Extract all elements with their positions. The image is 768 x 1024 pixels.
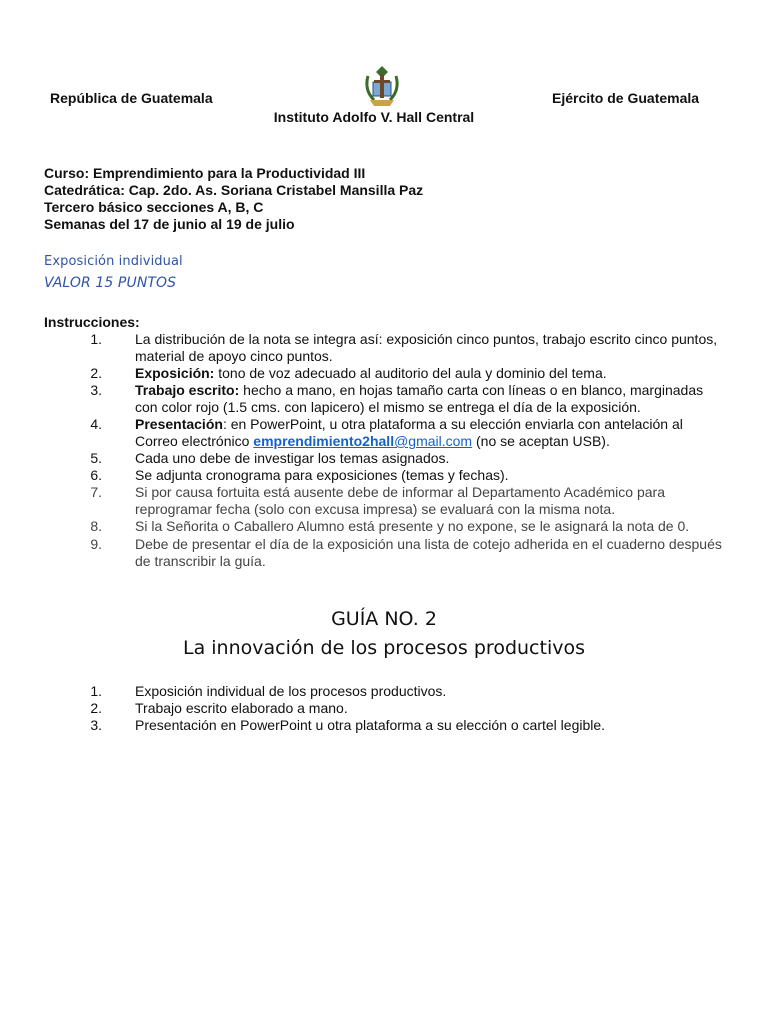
item-text: Trabajo escrito: hecho a mano, en hojas tamaño carta con líneas o en blanco, marginadas con color rojo (1.5 cms. con lapicero) el mismo se entrega el día de la exposición. [135,382,704,415]
item-text: La distribución de la nota se integra así: exposición cinco puntos, trabajo escrito cinco puntos, material de apoyo cinco puntos. [135,331,718,364]
header-left: República de Guatemala [50,90,213,106]
item-text: Exposición individual de los procesos productivos. [135,683,447,699]
institute-logo [362,64,402,108]
item-number: 1. [90,331,102,347]
item-number: 8. [90,518,102,534]
item-number: 3. [90,717,102,733]
item-number: 3. [90,382,102,398]
course-name: Curso: Emprendimiento para la Productividad III [44,165,366,181]
guide-title: La innovación de los procesos productivos [182,637,585,659]
item-text: Presentación: en PowerPoint, u otra plataforma a su elección enviarla con antelación al Correo electrónico emprendimiento2hall@gmail.com (no se aceptan USB). [135,416,683,449]
guide-number: GUÍA NO. 2 [331,608,437,630]
email-link[interactable]: emprendimiento2hall@gmail.com [253,433,473,449]
item-number: 9. [90,536,102,552]
item-number: 1. [90,683,102,699]
item-number: 7. [90,484,102,500]
item-number: 4. [90,416,102,432]
item-number: 2. [90,365,102,381]
teacher-name: Catedrática: Cap. 2do. As. Soriana Cristabel Mansilla Paz [44,182,424,198]
item-text: Si por causa fortuita está ausente debe de informar al Departamento Académico para reprogramar fecha (solo con excusa impresa) se evaluará con la misma nota. [135,484,665,517]
item-number: 6. [90,467,102,483]
activity-type: Exposición individual [44,254,183,269]
institute-name: Instituto Adolfo V. Hall Central [273,109,475,125]
item-number: 5. [90,450,102,466]
item-text: Debe de presentar el día de la exposición una lista de cotejo adherida en el cuaderno después de transcribir la guía. [135,536,722,569]
header-right: Ejército de Guatemala [552,90,700,106]
item-text: Cada uno debe de investigar los temas asignados. [135,450,450,466]
item-text: Se adjunta cronograma para exposiciones (temas y fechas). [135,467,509,483]
item-text: Exposición: tono de voz adecuado al auditorio del aula y dominio del tema. [135,365,607,381]
activity-value: VALOR 15 PUNTOS [44,275,177,291]
item-text: Trabajo escrito elaborado a mano. [135,700,348,716]
item-text: Si la Señorita o Caballero Alumno está presente y no expone, se le asignará la nota de 0. [135,518,690,534]
instructions-title: Instrucciones: [44,314,140,330]
item-text: Presentación en PowerPoint u otra plataforma a su elección o cartel legible. [135,717,606,733]
weeks-range: Semanas del 17 de junio al 19 de julio [44,216,295,232]
grade-sections: Tercero básico secciones A, B, C [44,199,264,215]
item-number: 2. [90,700,102,716]
